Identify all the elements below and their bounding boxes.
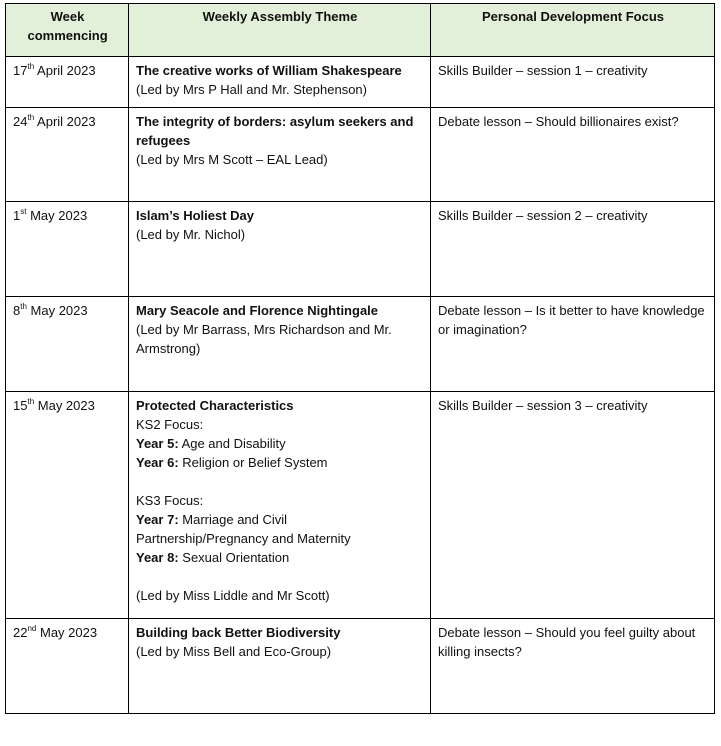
year-7-item: Year 7: Marriage and Civil Partnership/Pregnancy and Maternity <box>136 512 351 546</box>
ks2-focus-label: KS2 Focus: <box>136 417 204 432</box>
theme-cell <box>129 202 431 297</box>
focus-cell: Debate lesson – Should billionaires exist? <box>431 108 715 202</box>
theme-led-by: (Led by Mrs P Hall and Mr. Stephenson) <box>136 82 367 97</box>
table-row <box>6 108 715 202</box>
week-cell: 1st May 2023 <box>6 202 129 297</box>
theme-led-by: (Led by Mrs M Scott – EAL Lead) <box>136 152 328 167</box>
year-5-item: Year 5: Age and Disability <box>136 436 286 451</box>
theme-led-by: (Led by Mr. Nichol) <box>136 227 246 242</box>
theme-title: Islam’s Holiest Day <box>136 208 255 223</box>
theme-title: Mary Seacole and Florence Nightingale <box>136 303 379 318</box>
theme-led-by: (Led by Miss Bell and Eco-Group) <box>136 644 332 659</box>
year-8-item: Year 8: Sexual Orientation <box>136 550 290 565</box>
focus-cell: Skills Builder – session 3 – creativity <box>431 392 715 619</box>
focus-cell: Debate lesson – Should you feel guilty about killing insects? <box>431 619 715 714</box>
week-cell: 17th April 2023 <box>6 57 129 108</box>
header-row <box>6 4 715 57</box>
theme-title: The integrity of borders: asylum seekers and refugees <box>136 114 414 148</box>
focus-cell: Skills Builder – session 1 – creativity <box>431 57 715 108</box>
theme-title: Building back Better Biodiversity <box>136 625 341 640</box>
theme-cell <box>129 297 431 392</box>
week-cell: 15th May 2023 <box>6 392 129 619</box>
spacer <box>136 472 424 491</box>
table-row <box>6 392 715 619</box>
theme-cell <box>129 619 431 714</box>
header-focus: Personal Development Focus <box>431 4 715 57</box>
schedule-table <box>5 3 715 714</box>
theme-led-by: (Led by Miss Liddle and Mr Scott) <box>136 588 330 603</box>
header-week: Week commencing <box>6 4 129 57</box>
spacer <box>136 567 424 586</box>
table-row <box>6 619 715 714</box>
header-theme: Weekly Assembly Theme <box>129 4 431 57</box>
theme-cell <box>129 392 431 619</box>
theme-cell <box>129 108 431 202</box>
theme-title: The creative works of William Shakespeare <box>136 63 402 78</box>
theme-cell <box>129 57 431 108</box>
year-6-item: Year 6: Religion or Belief System <box>136 455 328 470</box>
week-cell: 24th April 2023 <box>6 108 129 202</box>
week-cell: 22nd May 2023 <box>6 619 129 714</box>
theme-title: Protected Characteristics <box>136 398 294 413</box>
table-row <box>6 57 715 108</box>
assembly-schedule <box>5 3 715 714</box>
focus-cell: Debate lesson – Is it better to have knowledge or imagination? <box>431 297 715 392</box>
week-cell: 8th May 2023 <box>6 297 129 392</box>
theme-led-by: (Led by Mr Barrass, Mrs Richardson and Mr. Armstrong) <box>136 322 392 356</box>
focus-cell: Skills Builder – session 2 – creativity <box>431 202 715 297</box>
table-row <box>6 202 715 297</box>
table-row <box>6 297 715 392</box>
ks3-focus-label: KS3 Focus: <box>136 493 204 508</box>
